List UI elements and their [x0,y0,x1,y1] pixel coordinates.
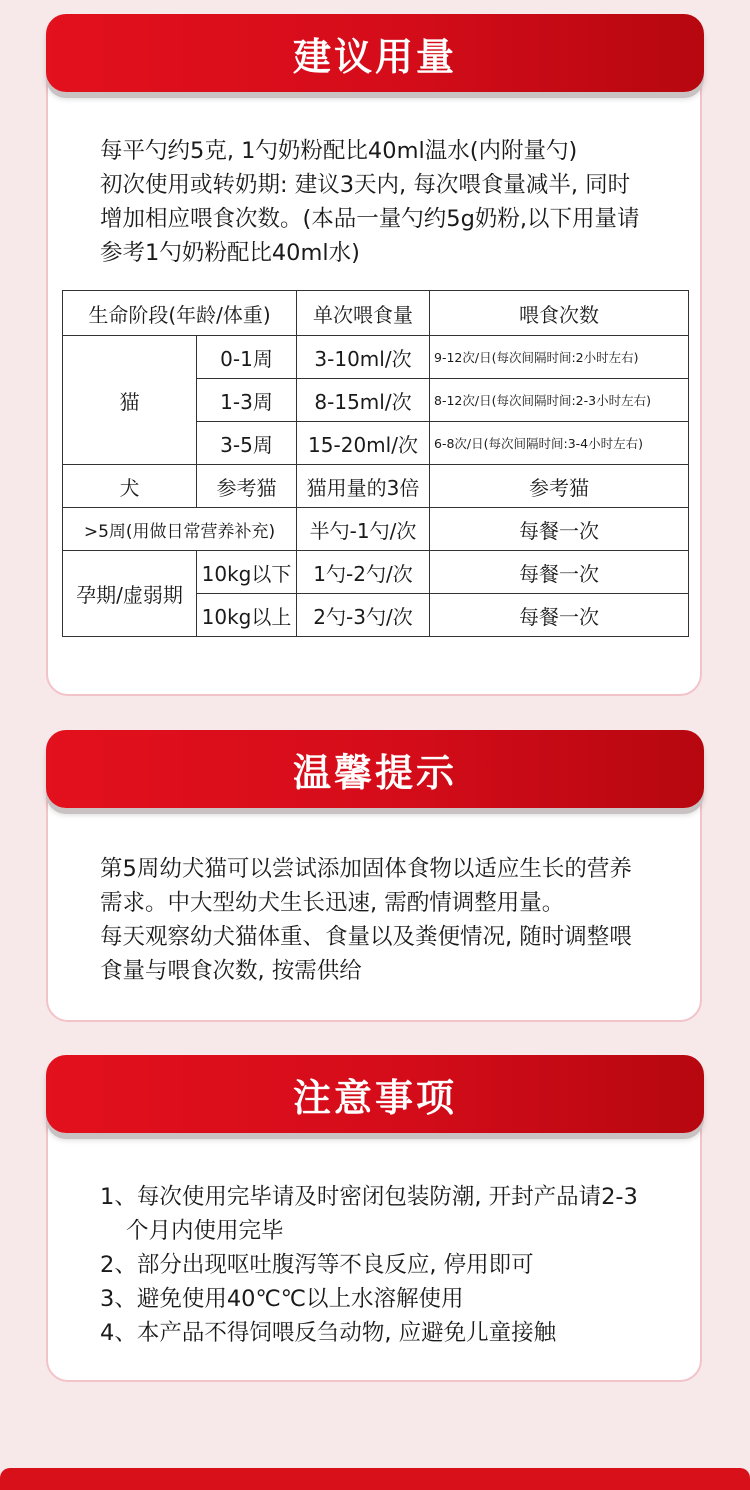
notes-title: 注意事项 [292,1075,457,1120]
table-row [63,508,689,551]
dosage-line: 增加相应喂食次数。(本品一量勺约5g奶粉,以下用量请 [100,206,640,232]
table-row [63,551,689,594]
tips-line: 需求。中大型幼犬生长迅速, 需酌情调整用量。 [100,890,565,916]
dosage-line: 每平勺约5克, 1勺奶粉配比40ml温水(内附量勺) [100,138,578,164]
cell-amount: 3-10ml/次 [297,336,430,379]
feeding-table [62,290,689,637]
cell-frequency: 8-12次/日(每次间隔时间:2-3小时左右) [430,379,689,422]
dosage-description [100,134,670,270]
cell-amount: 半勺-1勺/次 [297,508,430,551]
cell-frequency: 参考猫 [430,465,689,508]
cell-weight: 10kg以上 [197,594,297,637]
bottom-bar [0,1468,750,1490]
header-amount: 单次喂食量 [297,291,430,336]
cell-age: 1-3周 [197,379,297,422]
tips-title: 温馨提示 [292,750,457,795]
table-header-row [63,291,689,336]
dosage-title: 建议用量 [292,34,457,79]
cell-frequency: 9-12次/日(每次间隔时间:2小时左右) [430,336,689,379]
cell-weight: 10kg以下 [197,551,297,594]
cell-age: 0-1周 [197,336,297,379]
dog-label: 犬 [63,465,197,508]
pregnancy-label: 孕期/虚弱期 [63,551,197,637]
header-stage: 生命阶段(年龄/体重) [63,291,297,336]
cell-amount: 1勺-2勺/次 [297,551,430,594]
table-row [63,465,689,508]
cell-frequency: 每餐一次 [430,508,689,551]
notes-list [100,1180,680,1350]
cell-amount: 猫用量的3倍 [297,465,430,508]
notes-item: 个月内使用完毕 [126,1218,284,1244]
cat-label: 猫 [63,336,197,465]
notes-item: 4、本产品不得饲喂反刍动物, 应避免儿童接触 [100,1320,557,1346]
dosage-line: 初次使用或转奶期: 建议3天内, 每次喂食量减半, 同时 [100,172,631,198]
tips-text [100,852,680,988]
table-row [63,336,689,379]
cell-frequency: 每餐一次 [430,594,689,637]
notes-banner [46,1055,704,1133]
cell-age: 3-5周 [197,422,297,465]
header-frequency: 喂食次数 [430,291,689,336]
tips-banner [46,730,704,808]
cell-frequency: 6-8次/日(每次间隔时间:3-4小时左右) [430,422,689,465]
tips-line: 第5周幼犬猫可以尝试添加固体食物以适应生长的营养 [100,856,632,882]
notes-item: 1、每次使用完毕请及时密闭包装防潮, 开封产品请2-3 [100,1184,638,1210]
notes-item: 3、避免使用40℃℃以上水溶解使用 [100,1286,464,1312]
cell-amount: 15-20ml/次 [297,422,430,465]
notes-item: 2、部分出现呕吐腹泻等不良反应, 停用即可 [100,1252,534,1278]
tips-line: 食量与喂食次数, 按需供给 [100,958,362,984]
dosage-banner [46,14,704,92]
over5-label: >5周(用做日常营养补充) [63,508,297,551]
cell-amount: 8-15ml/次 [297,379,430,422]
cell-frequency: 每餐一次 [430,551,689,594]
tips-line: 每天观察幼犬猫体重、食量以及粪便情况, 随时调整喂 [100,924,632,950]
dosage-line: 参考1勺奶粉配比40ml水) [100,240,360,266]
cell-amount: 2勺-3勺/次 [297,594,430,637]
cell-age: 参考猫 [197,465,297,508]
